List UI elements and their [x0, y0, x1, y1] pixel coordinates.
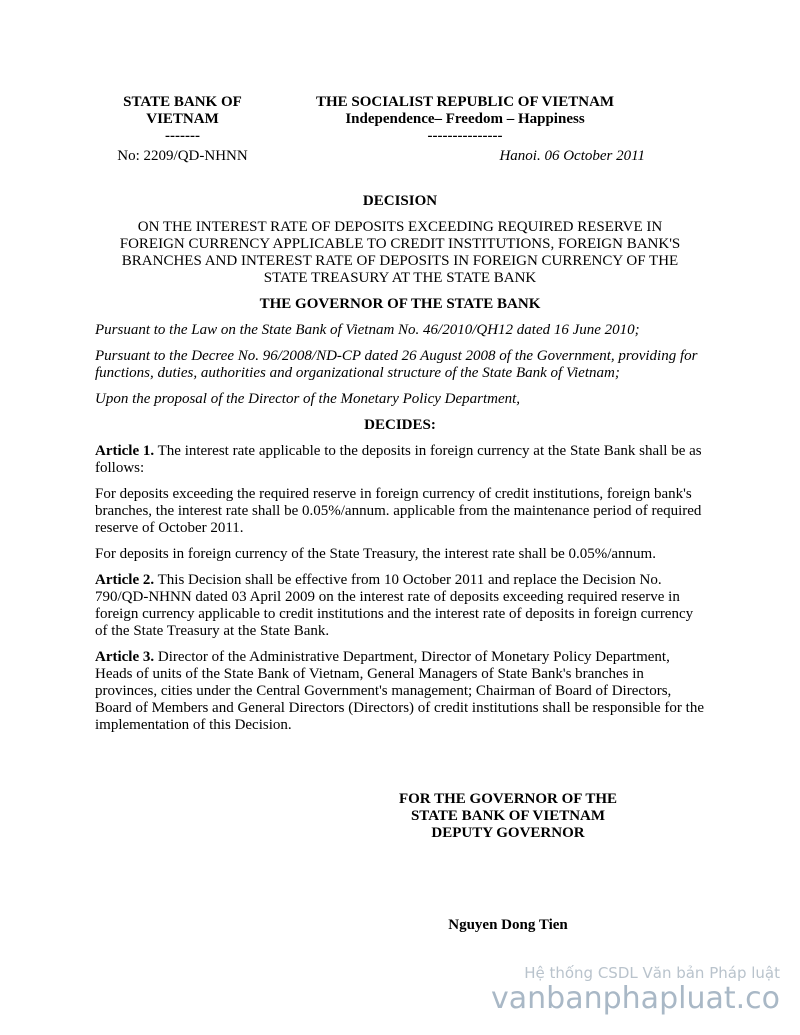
issuing-authority-separator: -------: [165, 128, 200, 144]
signature-line-3: DEPUTY GOVERNOR: [431, 825, 585, 841]
decision-subtitle: [95, 219, 705, 287]
article-1-label: Article 1.: [95, 443, 155, 459]
document-number: No: 2209/QD-NHNN: [117, 148, 248, 164]
issuing-authority-line-2: VIETNAM: [146, 111, 219, 127]
document-body: [95, 193, 705, 743]
issuing-authority: [95, 94, 270, 145]
signature-block: [330, 791, 686, 842]
article-1-text: The interest rate applicable to the deposits in foreign currency at the State Bank shall be as follows:: [95, 443, 702, 476]
article-1: [95, 443, 705, 477]
article-2: [95, 572, 705, 640]
article-3-text: Director of the Administrative Department, Director of Monetary Policy Department, Heads of units of the State Bank of Vietnam, General Managers of State Bank's branches in provinces, cities under the Central Government's management; Chairman of Board of Directors, Board of Members and General Directors (Directors) of credit institutions shall be responsible for the implementation of this Decision.: [95, 649, 704, 733]
signature-line-1: FOR THE GOVERNOR OF THE: [398, 791, 618, 807]
watermark: [491, 965, 780, 1016]
article-2-label: Article 2.: [95, 572, 155, 588]
national-name: THE SOCIALIST REPUBLIC OF VIETNAM: [315, 94, 615, 110]
national-separator: ---------------: [427, 128, 503, 144]
document-header: [95, 94, 705, 174]
watermark-site: vanbanphapluat.co: [491, 981, 780, 1016]
place-and-date: Hanoi. 06 October 2011: [499, 148, 645, 164]
issuing-authority-line-1: STATE BANK OF: [123, 94, 242, 110]
article-3: [95, 649, 705, 734]
signer-name: Nguyen Dong Tien: [448, 917, 568, 933]
national-heading: [295, 94, 635, 145]
national-motto: Independence– Freedom – Happiness: [345, 111, 585, 127]
article-1-paragraph-1: For deposits exceeding the required reserve in foreign currency of credit institutions, foreign bank's branches, the interest rate shall be 0.05%/annum. applicable from the maintenance period of required reserve of October 2011.: [95, 486, 702, 536]
governor-heading: THE GOVERNOR OF THE STATE BANK: [259, 296, 541, 312]
subtitle-line: FOREIGN CURRENCY APPLICABLE TO CREDIT INSTITUTIONS, FOREIGN BANK'S: [119, 236, 681, 252]
article-2-text: This Decision shall be effective from 10 October 2011 and replace the Decision No. 790/QD-NHNN dated 03 April 2009 on the interest rate of deposits exceeding required reserve in foreign currency applicable to credit institutions and the interest rate of deposits in foreign currency of the State Treasury at the State Bank.: [95, 572, 694, 639]
decides-heading: DECIDES:: [364, 417, 436, 433]
proposal-clause: Upon the proposal of the Director of the Monetary Policy Department,: [95, 391, 521, 407]
article-1-paragraph-2: For deposits in foreign currency of the State Treasury, the interest rate shall be 0.05%/annum.: [95, 546, 656, 562]
subtitle-line: BRANCHES AND INTEREST RATE OF DEPOSITS IN FOREIGN CURRENCY OF THE: [121, 253, 679, 269]
watermark-caption: Hệ thống CSDL Văn bản Pháp luật: [524, 964, 780, 982]
article-3-label: Article 3.: [95, 649, 155, 665]
subtitle-line: ON THE INTEREST RATE OF DEPOSITS EXCEEDING REQUIRED RESERVE IN: [137, 219, 663, 235]
pursuant-decree: Pursuant to the Decree No. 96/2008/ND-CP dated 26 August 2008 of the Government, providing for functions, duties, authorities and organizational structure of the State Bank of Vietnam;: [95, 348, 698, 381]
signature-line-2: STATE BANK OF VIETNAM: [410, 808, 606, 824]
decision-title: DECISION: [362, 193, 438, 209]
subtitle-line: STATE TREASURY AT THE STATE BANK: [263, 270, 537, 286]
pursuant-law: Pursuant to the Law on the State Bank of Vietnam No. 46/2010/QH12 dated 16 June 2010;: [95, 322, 640, 338]
